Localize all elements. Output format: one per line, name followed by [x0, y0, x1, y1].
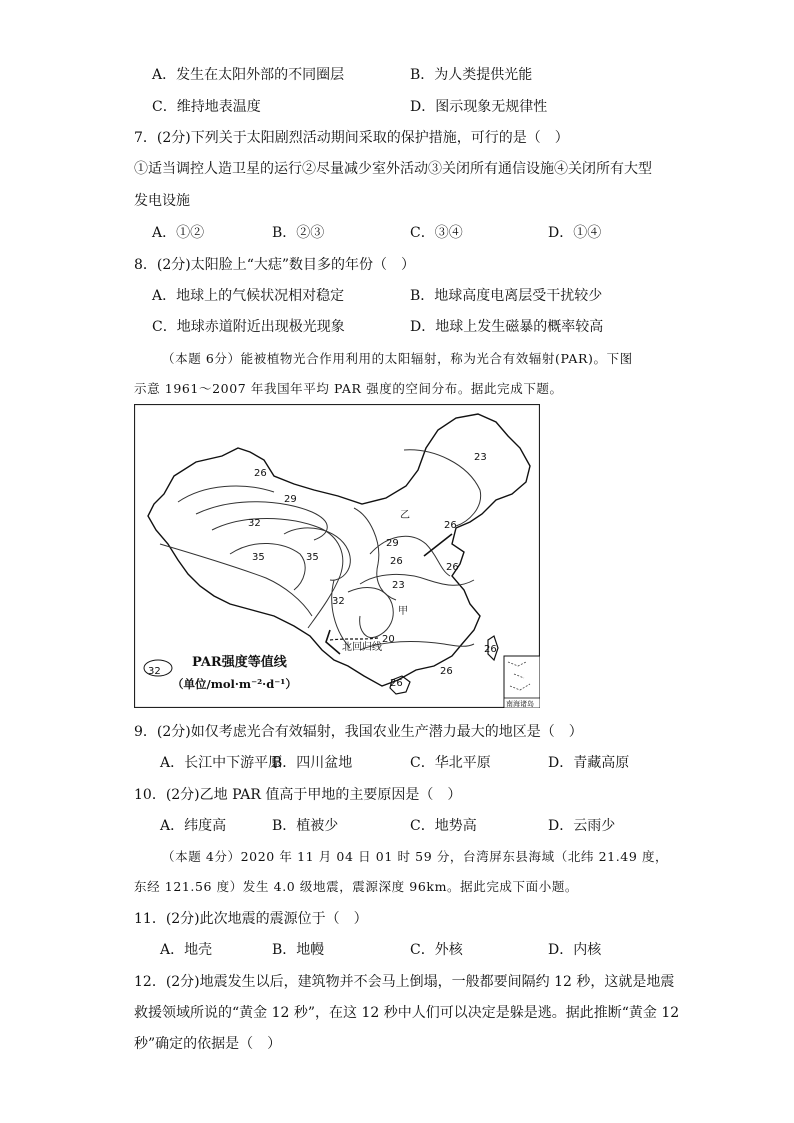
q6-option-a: A．发生在太阳外部的不同圈层: [152, 67, 345, 83]
q8-option-d: D．地球上发生磁暴的概率较高: [410, 319, 604, 335]
q7-stem: 7．(2分)下列关于太阳剧烈活动期间采取的保护措施，可行的是（ ）: [134, 130, 569, 146]
par-map-figure: [134, 404, 540, 708]
contour-label-26-se: 26: [446, 562, 459, 573]
q8-option-c: C．地球赤道附近出现极光现象: [152, 319, 345, 335]
q11-option-d: D．内核: [548, 942, 602, 958]
q6-option-b: B．为人类提供光能: [410, 67, 533, 83]
q6-option-c: C．维持地表温度: [152, 99, 261, 115]
tropic-label: 北回归线: [342, 642, 382, 653]
q10-option-c: C．地势高: [410, 818, 477, 834]
q7-option-a: A．①②: [152, 225, 205, 241]
q8-option-a: A．地球上的气候状况相对稳定: [152, 288, 345, 304]
contour-label-29-w: 29: [284, 494, 297, 505]
q11-option-b: B．地幔: [272, 942, 325, 958]
contour-label-35-c: 35: [306, 552, 319, 563]
inset-label: 南海诸岛: [506, 700, 534, 708]
intro2-line1: （本题 4分）2020 年 11 月 04 日 01 时 59 分，台湾屏东县海域（北纬 21.49 度，: [162, 849, 669, 864]
q9-option-a: A．长江中下游平原: [160, 755, 283, 771]
legend-sample-value: 32: [148, 666, 161, 677]
contour-label-26-taiwan: 26: [484, 644, 497, 655]
contour-label-29-c: 29: [386, 538, 399, 549]
q10-option-d: D．云雨少: [548, 818, 616, 834]
intro1-line2: 示意 1961～2007 年我国年平均 PAR 强度的空间分布。据此完成下题。: [134, 381, 563, 396]
q12-line3: 秒”确定的依据是（ ）: [134, 1036, 282, 1052]
contour-label-35-w: 35: [252, 552, 265, 563]
intro1-line1: （本题 6分）能被植物光合作用利用的太阳辐射，称为光合有效辐射(PAR)。下图: [162, 351, 633, 366]
q6-option-d: D．图示现象无规律性: [410, 99, 548, 115]
q11-option-a: A．地壳: [160, 942, 213, 958]
q10-option-b: B．植被少: [272, 818, 339, 834]
contour-label-26-e: 26: [444, 520, 457, 531]
legend-unit: （单位/mol·m⁻²·d⁻¹）: [172, 677, 297, 691]
contour-label-32-s: 32: [332, 596, 345, 607]
q7-items-line2: 发电设施: [134, 193, 190, 209]
contour-label-23-ne: 23: [474, 452, 487, 463]
intro2-line2: 东经 121.56 度）发生 4.0 级地震，震源深度 96km。据此完成下面小题。: [134, 879, 579, 894]
q12-line1: 12．(2分)地震发生以后，建筑物并不会马上倒塌，一般都要间隔约 12 秒，这就是地震: [134, 974, 675, 990]
q7-option-b: B．②③: [272, 225, 325, 241]
q11-option-c: C．外核: [410, 942, 463, 958]
q7-option-c: C．③④: [410, 225, 463, 241]
q10-option-a: A．纬度高: [160, 818, 227, 834]
q12-line2: 救援领域所说的“黄金 12 秒”，在这 12 秒中人们可以决定是躲是逃。据此推断“黄金 12: [134, 1005, 680, 1021]
place-jia: 甲: [398, 606, 408, 617]
south-sea-inset: [504, 656, 540, 708]
q9-option-c: C．华北平原: [410, 755, 491, 771]
contour-label-20: 20: [382, 634, 395, 645]
legend-title: PAR强度等值线: [192, 655, 287, 670]
contour-label-26-coast: 26: [440, 666, 453, 677]
contour-label-26-hainan: 26: [390, 678, 403, 689]
q7-items-line1: ①适当调控人造卫星的运行②尽量减少室外活动③关闭所有通信设施④关闭所有大型: [134, 161, 652, 177]
q10-stem: 10．(2分)乙地 PAR 值高于甲地的主要原因是（ ）: [134, 787, 462, 803]
contour-label-23-c: 23: [392, 580, 405, 591]
contour-label-32-w: 32: [248, 518, 261, 529]
contour-label-26-c: 26: [390, 556, 403, 567]
q9-option-b: B．四川盆地: [272, 755, 353, 771]
contour-label-26-nw: 26: [254, 468, 267, 479]
q7-option-d: D．①④: [548, 225, 602, 241]
place-yi: 乙: [400, 510, 410, 521]
q8-stem: 8．(2分)太阳脸上“大痣”数目多的年份（ ）: [134, 257, 416, 273]
q9-stem: 9．(2分)如仅考虑光合有效辐射，我国农业生产潜力最大的地区是（ ）: [134, 724, 583, 740]
q9-option-d: D．青藏高原: [548, 755, 630, 771]
q8-option-b: B．地球高度电离层受干扰较少: [410, 288, 603, 304]
q11-stem: 11．(2分)此次地震的震源位于（ ）: [134, 911, 368, 927]
